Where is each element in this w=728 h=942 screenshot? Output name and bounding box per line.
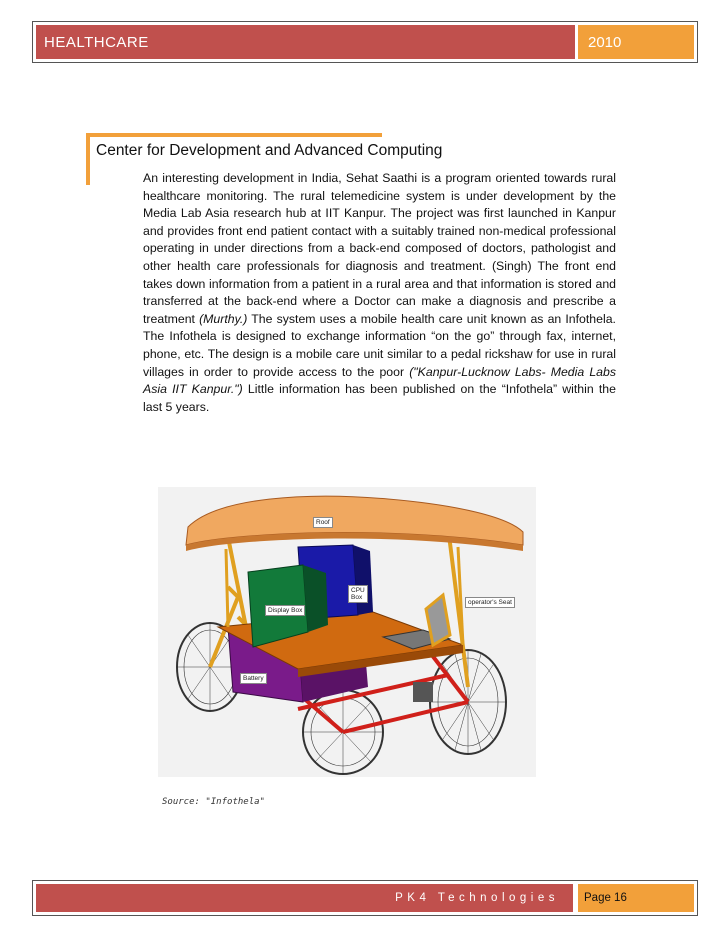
body-text-part-2: The system uses a mobile health care unit known as an Infothela. The Infothela is designed to exchange information “on the go” through fax, internet, phone, etc. The design is a mobile care unit similar to a pedal rickshaw for use in rural villages in order to provide access to the poor (143, 311, 616, 379)
section-title: Center for Development and Advanced Computing (96, 142, 443, 159)
header-year: 2010 (578, 25, 694, 59)
label-battery: Battery (240, 673, 267, 684)
drive-gear (413, 682, 433, 702)
label-roof: Roof (313, 517, 333, 528)
body-paragraph (143, 170, 616, 416)
infothela-figure (158, 487, 536, 777)
header-title: HEALTHCARE (36, 25, 575, 59)
citation-kanpur-lucknow: ("Kanpur-Lucknow Labs- Media Labs Asia IIT Kanpur.") (143, 364, 617, 397)
label-cpu-box: CPU Box (348, 585, 368, 603)
figure-caption: Source: "Infothela" (162, 797, 265, 807)
label-operators-seat: operator's Seat (465, 597, 515, 608)
citation-murthy: (Murthy.) (199, 311, 248, 326)
body-text-part-3: Little information has been published on the “Infothela” within the last 5 years. (143, 382, 616, 414)
footer-page-number: Page 16 (578, 884, 694, 912)
body-text-part-1: An interesting development in India, Sehat Saathi is a program oriented towards rural healthcare monitoring. The rural telemedicine system is under development by the Media Lab Asia research hub at IIT Kanpur. The project was first launched in Kanpur and provides front end patient contact with a suitably trained non-medical professional operating in under directions from a back-end composed of doctors, pathologist and other health care professionals for diagnosis and treatment. (Singh) The front end takes down information from a patient in a rural area and that information is stored and transferred at the back-end where a Doctor can make a diagnosis and prescribe a treatment (143, 171, 616, 326)
rickshaw-illustration (158, 487, 536, 777)
footer-company: PK4 Technologies (36, 884, 573, 912)
section-bracket-vertical (86, 133, 90, 185)
section-bracket-horizontal (86, 133, 382, 137)
label-display-box: Display Box (265, 605, 305, 616)
